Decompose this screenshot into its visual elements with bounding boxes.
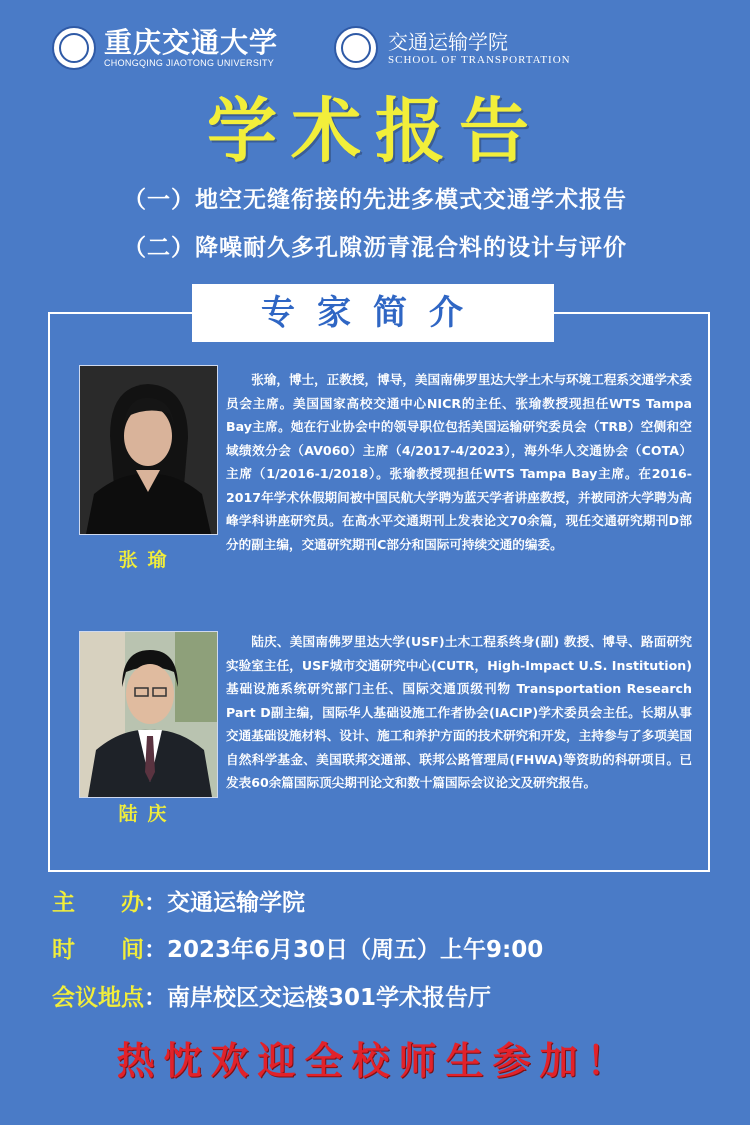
info-label-host: 主 办 xyxy=(52,890,144,916)
welcome-message: 热忱欢迎全校师生参加！ xyxy=(116,1038,634,1083)
university-emblem-icon xyxy=(52,26,96,70)
university-logo xyxy=(52,26,278,70)
page-title: 学术报告 xyxy=(207,90,543,172)
info-row-time xyxy=(52,935,543,965)
university-name-cn: 重庆交通大学 xyxy=(104,26,279,59)
info-value-host: 交通运输学院 xyxy=(167,890,305,916)
expert-bio-zhang: 张瑜，博士，正教授，博导，美国南佛罗里达大学土木与环境工程系交通学术委员会主席。美国国家高校交通中心NICR的主任、张瑜教授现担任WTS Tampa Bay主席。她在行业协会中的领导职位包括美国运输研究委员会（TRB）空侧和空域绩效分会（AV060）主席（4/2017-4/2023），海外华人交通协会（COTA）主席（1/2016-1/2018）。张瑜教授现担任WTS Tampa Bay主席。在2016-2017年学术休假期间被中国民航大学聘为蓝天学者讲座教授，并被同济大学聘为高峰学科讲座研究员。在高水平交通期刊上发表论文70余篇，现任交通研究期刊D部分的副主编，交通研究期刊C部分和国际可持续交通的编委。 xyxy=(226,372,692,552)
expert-photo-zhang xyxy=(79,365,218,535)
info-row-venue xyxy=(52,983,491,1013)
experts-heading: 专家简介 xyxy=(192,284,554,342)
school-emblem-icon xyxy=(334,26,378,70)
info-row-host xyxy=(52,888,305,918)
expert-photo-lu xyxy=(79,631,218,798)
info-colon: ： xyxy=(144,985,167,1011)
expert-name-zhang: 张瑜 xyxy=(118,549,177,571)
school-name-en: SCHOOL OF TRANSPORTATION xyxy=(388,54,571,66)
info-value-venue: 南岸校区交运楼301学术报告厅 xyxy=(167,985,492,1011)
info-label-time: 时 间 xyxy=(52,937,144,963)
expert-name-lu: 陆庆 xyxy=(118,803,177,825)
expert-bio-lu: 陆庆、美国南佛罗里达大学(USF)土木工程系终身(副) 教授、博导、路面研究实验室主任，USF城市交通研究中心(CUTR，High-Impact U.S. Institution)基础设施系统研究部门主任、国际交通顶级刊物 Transportation Research Part D副主编，国际华人基础设施工作者协会(IACIP)学术委员会主任。长期从事交通基础设施材料、设计、施工和养护方面的技术研究和开发，主持参与了多项美国自然科学基金、美国联邦交通部、联邦公路管理局(FHWA)等资助的科研项目。已发表60余篇国际顶尖期刊论文和数十篇国际会议论文及研究报告。 xyxy=(226,634,692,790)
school-logo xyxy=(334,26,571,70)
info-label-venue: 会议地点 xyxy=(52,985,144,1011)
info-colon: ： xyxy=(144,890,167,916)
subtitle-2: （二）降噪耐久多孔隙沥青混合料的设计与评价 xyxy=(123,235,627,261)
info-value-time: 2023年6月30日（周五）上午9:00 xyxy=(167,937,544,963)
school-name-cn: 交通运输学院 xyxy=(388,30,508,54)
subtitle-1: （一）地空无缝衔接的先进多模式交通学术报告 xyxy=(123,187,627,213)
info-colon: ： xyxy=(144,937,167,963)
university-name-en: CHONGQING JIAOTONG UNIVERSITY xyxy=(104,58,275,68)
